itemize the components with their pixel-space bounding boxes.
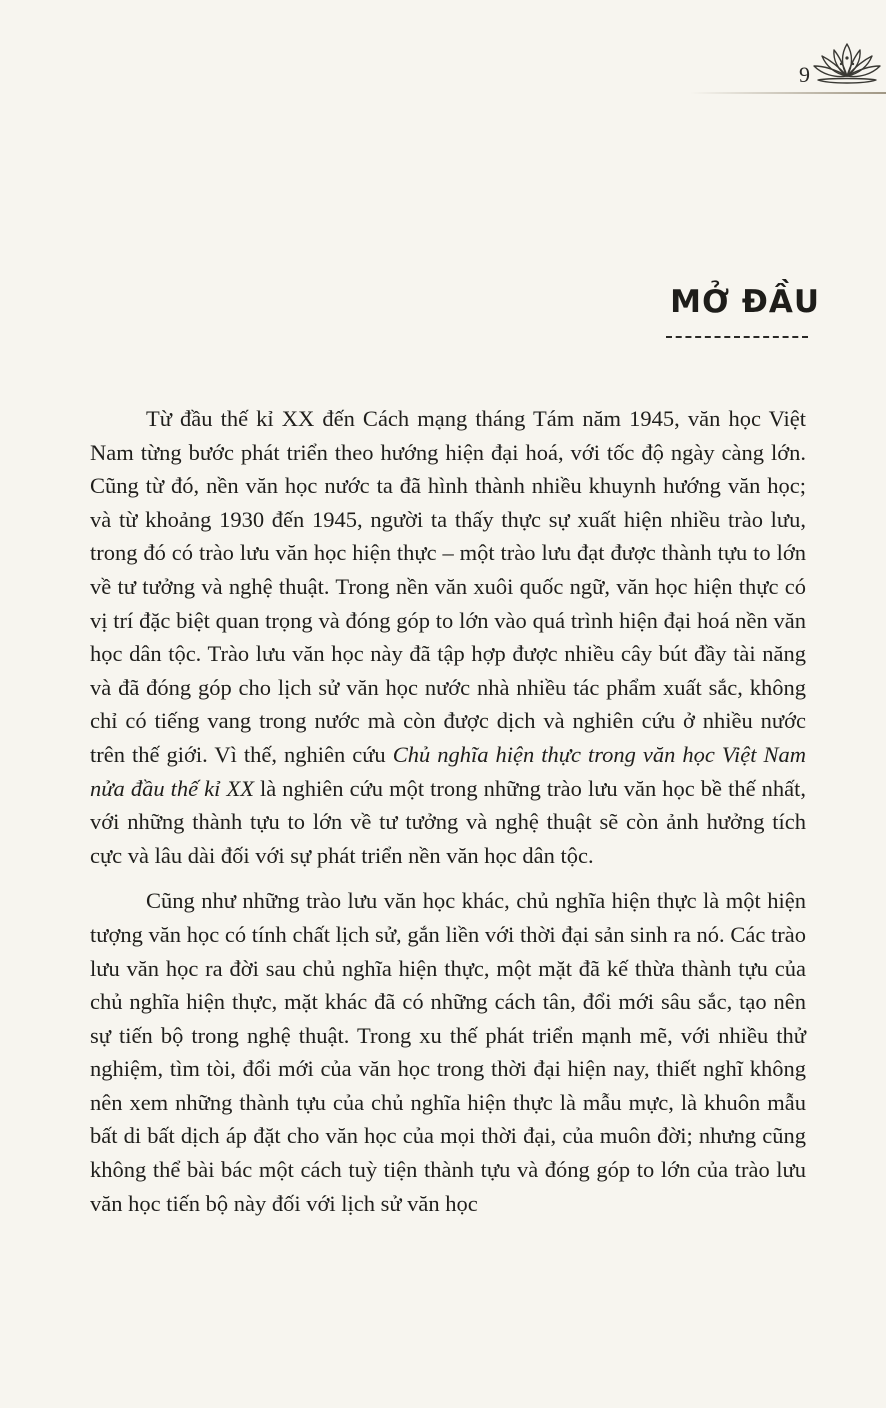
body-text [90, 402, 806, 1220]
paragraph: Cũng như những trào lưu văn học khác, chủ nghĩa hiện thực là một hiện tượng văn học có tính chất lịch sử, gắn liền với thời đại sản sinh ra nó. Các trào lưu văn học ra đời sau chủ nghĩa hiện thực, một mặt đã kế thừa thành tựu của chủ nghĩa hiện thực, mặt khác đã có những cách tân, đổi mới sâu sắc, tạo nên sự tiến bộ trong nghệ thuật. Trong xu thế phát triển mạnh mẽ, với nhiều thử nghiệm, tìm tòi, đổi mới của văn học trong thời đại hiện nay, thiết nghĩ không nên xem những thành tựu của chủ nghĩa hiện thực là mẫu mực, là khuôn mẫu bất di bất dịch áp đặt cho văn học của mọi thời đại, của muôn đời; nhưng cũng không thể bài bác một cách tuỳ tiện thành tựu và đóng góp to lớn của trào lưu văn học tiến bộ này đối với lịch sử văn học [90, 888, 806, 1216]
page-number: 9 [799, 62, 810, 87]
page-title: MỞ ĐẦU [670, 284, 820, 320]
paragraph [90, 402, 806, 872]
header-rule [690, 92, 886, 94]
lotus-ornament-icon [808, 36, 886, 92]
paragraph-text: là nghiên cứu một trong những trào lưu văn học bề thế nhất, với những thành tựu to lớn về tư tưởng và nghệ thuật sẽ còn ảnh hưởng tích cực và lâu dài đối với sự phát triển nền văn học dân tộc. [90, 775, 806, 868]
title-underline [666, 336, 808, 338]
book-title-italic: Chủ nghĩa hiện thực trong văn học Việt Nam nửa đầu thế kỉ XX [90, 741, 806, 801]
paragraph-text: Từ đầu thế kỉ XX đến Cách mạng tháng Tám năm 1945, văn học Việt Nam từng bước phát triển theo hướng hiện đại hoá, với tốc độ ngày càng lớn. Cũng từ đó, nền văn học nước ta đã hình thành nhiều khuynh hướng văn học; và từ khoảng 1930 đến 1945, người ta thấy thực sự xuất hiện nhiều trào lưu, trong đó có trào lưu văn học hiện thực – một trào lưu đạt được thành tựu to lớn về tư tưởng và nghệ thuật. Trong nền văn xuôi quốc ngữ, văn học hiện thực có vị trí đặc biệt quan trọng và đóng góp to lớn vào quá trình hiện đại hoá nền văn học dân tộc. Trào lưu văn học này đã tập hợp được nhiều cây bút đầy tài năng và đã đóng góp cho lịch sử văn học nước nhà nhiều tác phẩm xuất sắc, không chỉ có tiếng vang trong nước mà còn được dịch và nghiên cứu ở nhiều nước trên thế giới. Vì thế, nghiên cứu [90, 406, 806, 767]
